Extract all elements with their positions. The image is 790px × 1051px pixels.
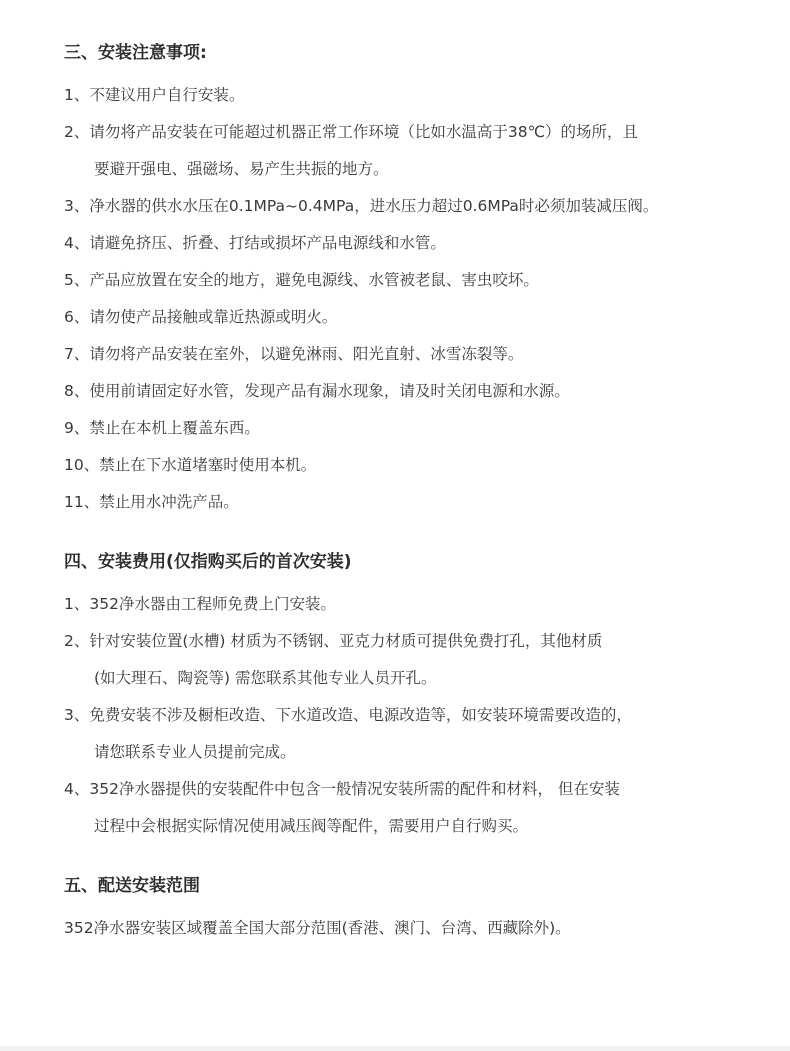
item-line: 4、请避免挤压、折叠、打结或损坏产品电源线和水管。 (64, 234, 446, 252)
footer-divider (0, 1046, 790, 1051)
section-delivery-scope (64, 873, 764, 947)
document-content (64, 40, 764, 947)
fees-list (64, 586, 764, 845)
list-item (64, 299, 764, 336)
list-item (64, 262, 764, 299)
list-item (64, 771, 764, 845)
item-line: 4、352净水器提供的安装配件中包含一般情况安装所需的配件和材料， 但在安装 (64, 780, 620, 798)
list-item (64, 188, 764, 225)
delivery-scope-text: 352净水器安装区域覆盖全国大部分范围(香港、澳门、台湾、西藏除外)。 (64, 919, 571, 937)
item-line: 2、请勿将产品安装在可能超过机器正常工作环境（比如水温高于38℃）的场所，且 (64, 123, 638, 141)
list-item (64, 484, 764, 521)
section-installation-notes (64, 40, 764, 521)
list-item (64, 410, 764, 447)
item-line: 1、不建议用户自行安装。 (64, 86, 245, 104)
item-line: 3、免费安装不涉及橱柜改造、下水道改造、电源改造等，如安装环境需要改造的， (64, 706, 632, 724)
list-item (64, 77, 764, 114)
item-line: 3、净水器的供水水压在0.1MPa~0.4MPa，进水压力超过0.6MPa时必须加装减压阀。 (64, 197, 659, 215)
list-item (64, 114, 764, 188)
item-line: 7、请勿将产品安装在室外，以避免淋雨、阳光直射、冰雪冻裂等。 (64, 345, 524, 363)
item-line: 6、请勿使产品接触或靠近热源或明火。 (64, 308, 338, 326)
item-line-continuation: 过程中会根据实际情况使用减压阀等配件，需要用户自行购买。 (94, 817, 529, 835)
item-line: 9、禁止在本机上覆盖东西。 (64, 419, 260, 437)
list-item (64, 697, 764, 771)
section-installation-fees (64, 549, 764, 845)
item-line: 11、禁止用水冲洗产品。 (64, 493, 239, 511)
notes-list (64, 77, 764, 521)
item-line-continuation: 请您联系专业人员提前完成。 (94, 743, 296, 761)
item-line: 5、产品应放置在安全的地方，避免电源线、水管被老鼠、害虫咬坏。 (64, 271, 539, 289)
list-item (64, 447, 764, 484)
list-item (64, 225, 764, 262)
item-line: 1、352净水器由工程师免费上门安装。 (64, 595, 336, 613)
item-line: 2、针对安装位置(水槽) 材质为不锈钢、亚克力材质可提供免费打孔，其他材质 (64, 632, 603, 650)
item-line: 10、禁止在下水道堵塞时使用本机。 (64, 456, 317, 474)
section-title: 三、安装注意事项: (64, 43, 207, 63)
item-line-continuation: (如大理石、陶瓷等) 需您联系其他专业人员开孔。 (94, 669, 437, 687)
list-item (64, 623, 764, 697)
list-item (64, 586, 764, 623)
item-line: 8、使用前请固定好水管，发现产品有漏水现象，请及时关闭电源和水源。 (64, 382, 570, 400)
section-title: 四、安装费用(仅指购买后的首次安装) (64, 552, 352, 572)
section-title: 五、配送安装范围 (64, 876, 200, 896)
list-item (64, 373, 764, 410)
item-line-continuation: 要避开强电、强磁场、易产生共振的地方。 (94, 160, 389, 178)
list-item (64, 336, 764, 373)
